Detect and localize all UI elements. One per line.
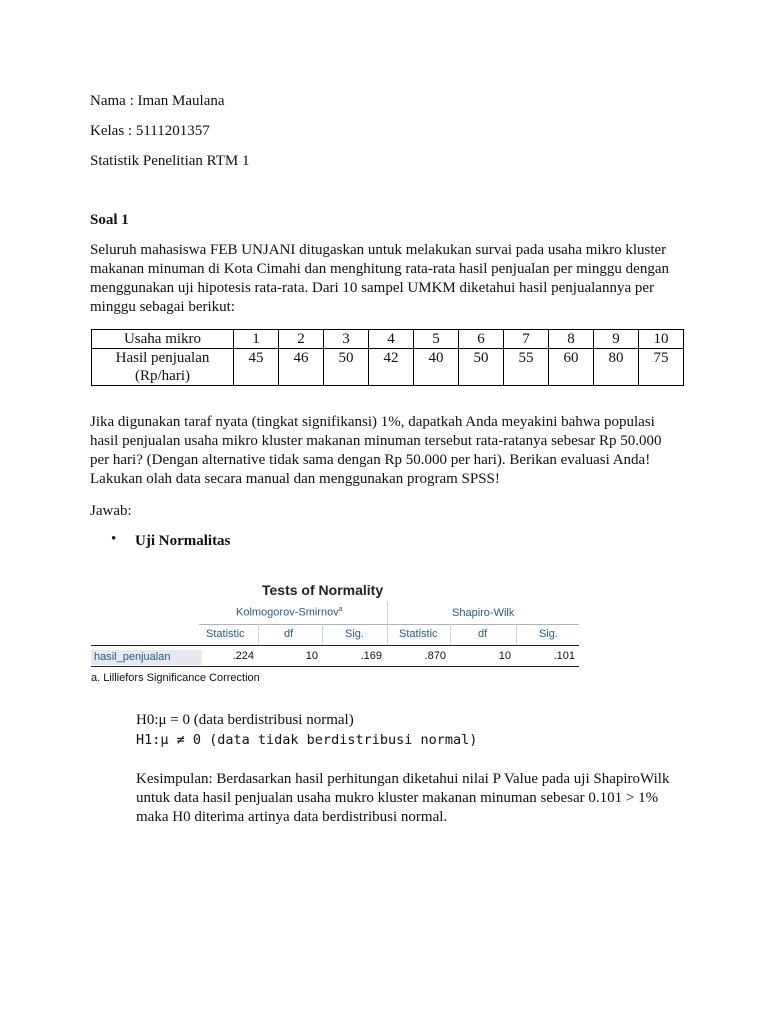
- table-cell: 46: [279, 349, 324, 386]
- header-divider: [199, 624, 579, 625]
- task-line: Jika digunakan taraf nyata (tingkat signifikansi) 1%, dapatkah Anda meyakini bahwa populasi: [90, 414, 655, 430]
- student-name: Nama : Iman Maulana: [90, 93, 225, 109]
- col-header-df: df: [284, 628, 294, 640]
- table-cell: 5: [414, 330, 459, 349]
- table-cell: 6: [459, 330, 504, 349]
- column-divider: [450, 624, 451, 645]
- conclusion: [136, 770, 696, 827]
- col-header-df: df: [478, 628, 488, 640]
- table-cell: 9: [594, 330, 639, 349]
- column-divider: [322, 624, 323, 645]
- table-cell: 10: [639, 330, 684, 349]
- ks-group-header: [236, 606, 343, 619]
- column-divider: [258, 624, 259, 645]
- table-cell: 40: [414, 349, 459, 386]
- col-header-sig: Sig.: [345, 628, 364, 640]
- table-row-ids: [92, 330, 684, 349]
- table-cell: 80: [594, 349, 639, 386]
- conclusion-line: untuk data hasil penjualan usaha mukro kluster makanan minuman sebesar 0.101 > 1%: [136, 790, 659, 806]
- header-bottom-rule: [91, 645, 579, 646]
- table-cell: 55: [504, 349, 549, 386]
- course-title: Statistik Penelitian RTM 1: [90, 153, 250, 169]
- conclusion-line: Kesimpulan: Berdasarkan hasil perhitungan diketahui nilai P Value pada uji ShapiroWilk: [136, 771, 670, 787]
- answer-label: Jawab:: [90, 503, 132, 519]
- sw-df-value: 10: [498, 650, 511, 662]
- spss-table-title: Tests of Normality: [262, 582, 384, 598]
- hypothesis-h0: H0:μ = 0 (data berdistribusi normal): [136, 712, 354, 728]
- intro-line: minggu sebagai berikut:: [90, 299, 235, 315]
- table-cell: 50: [459, 349, 504, 386]
- table-cell: 3: [324, 330, 369, 349]
- intro-line: makanan minuman di Kota Cimahi dan menghitung rata-rata hasil penjualan per minggu dengan: [90, 261, 670, 277]
- column-divider: [387, 602, 388, 645]
- table-row-values: [92, 349, 684, 386]
- sw-group-header: Shapiro-Wilk: [452, 607, 515, 619]
- table-cell: 50: [324, 349, 369, 386]
- col-header-statistic: Statistic: [206, 628, 245, 640]
- section-title: Uji Normalitas: [135, 533, 231, 549]
- table-cell: 75: [639, 349, 684, 386]
- question-title: Soal 1: [90, 212, 129, 228]
- table-cell: 2: [279, 330, 324, 349]
- table-cell: 8: [549, 330, 594, 349]
- ks-group-label: Kolmogorov-Smirnov: [236, 606, 339, 619]
- task-line: hasil penjualan usaha mikro kluster makanan minuman tersebut rata-ratanya sebesar Rp 50.000: [90, 433, 662, 449]
- row-label-hasil-penjualan: hasil_penjualan: [91, 650, 202, 665]
- table-bottom-rule: [91, 666, 579, 667]
- student-class: Kelas : 5111201357: [90, 123, 210, 139]
- conclusion-line: maka H0 diterima artinya data berdistribusi normal.: [136, 809, 448, 825]
- table-header-line: (Rp/hari): [135, 368, 190, 384]
- ks-footnote-marker: a: [338, 606, 343, 613]
- question-intro: [90, 241, 690, 317]
- ks-statistic-value: .224: [232, 650, 254, 662]
- sw-sig-value: .101: [553, 650, 575, 662]
- hypothesis-h1: H1:μ ≠ 0 (data tidak berdistribusi normal): [136, 732, 478, 748]
- ks-df-value: 10: [305, 650, 318, 662]
- task-line: Lakukan olah data secara manual dan menggunakan program SPSS!: [90, 471, 500, 487]
- table-cell: 1: [234, 330, 279, 349]
- table-cell: 7: [504, 330, 549, 349]
- table-cell: 45: [234, 349, 279, 386]
- intro-line: menggunakan uji hipotesis rata-rata. Dari 10 sampel UMKM diketahui hasil penjualannya per: [90, 280, 655, 296]
- column-divider: [516, 624, 517, 645]
- table-header-cell: Usaha mikro: [92, 330, 234, 349]
- table-header-cell: [92, 349, 234, 386]
- table-cell: 60: [549, 349, 594, 386]
- sw-statistic-value: .870: [424, 650, 446, 662]
- task-line: per hari? (Dengan alternative tidak sama dengan Rp 50.000 per hari). Berikan evaluasi Anda!: [90, 452, 651, 468]
- ks-sig-value: .169: [360, 650, 382, 662]
- sales-table: [91, 329, 684, 386]
- intro-line: Seluruh mahasiswa FEB UNJANI ditugaskan untuk melakukan survai pada usaha mikro kluster: [90, 242, 667, 258]
- table-cell: 42: [369, 349, 414, 386]
- table-header-line: Hasil penjualan: [115, 350, 210, 366]
- col-header-statistic: Statistic: [399, 628, 438, 640]
- spss-footnote: a. Lilliefors Significance Correction: [91, 672, 260, 684]
- col-header-sig: Sig.: [539, 628, 558, 640]
- bullet-icon: •: [111, 531, 117, 547]
- question-task: [90, 413, 690, 489]
- table-cell: 4: [369, 330, 414, 349]
